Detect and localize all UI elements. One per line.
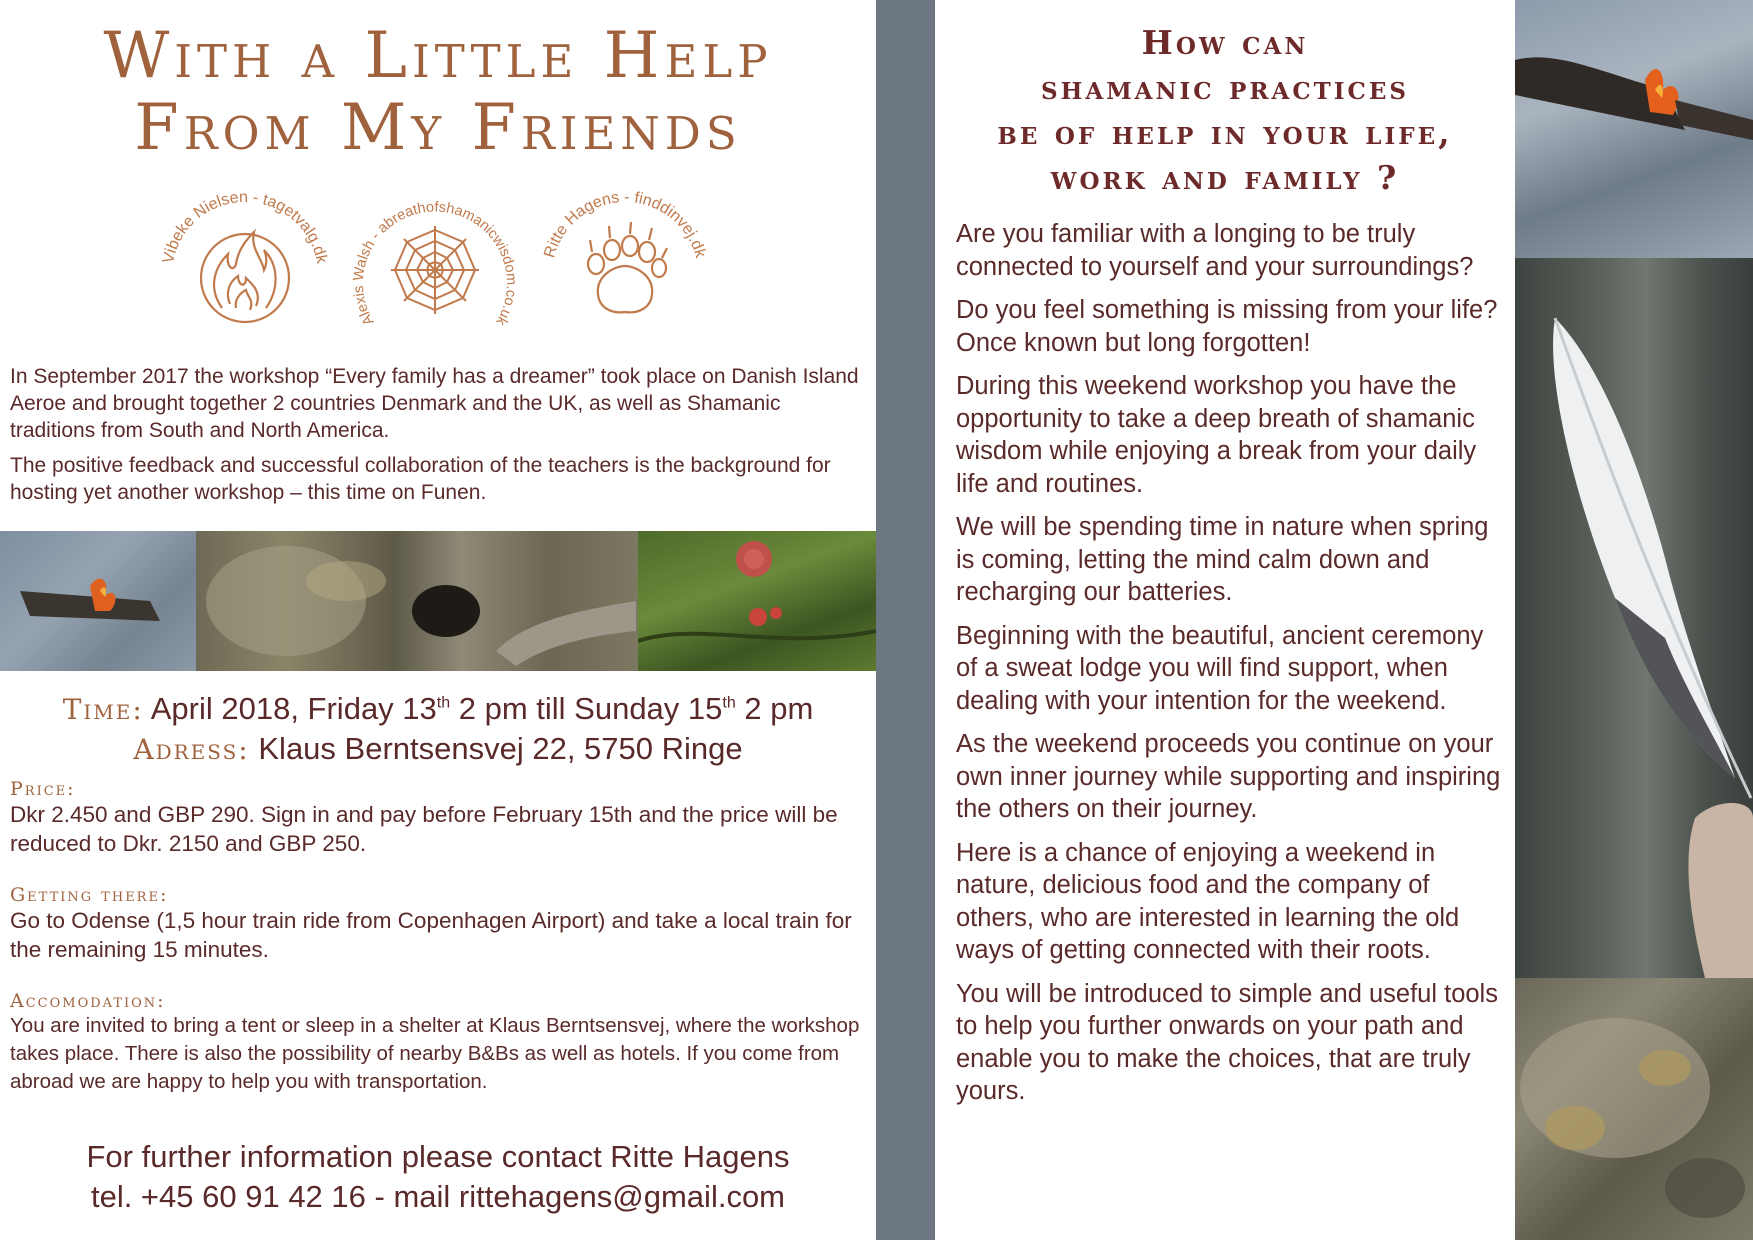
bear-paw-icon [588, 222, 667, 312]
address-line [0, 729, 876, 770]
intro-paragraph-1: In September 2017 the workshop “Every family has a dreamer” took place on Danish Island Aeroe and brought together 2 countries Denmark and the UK, as well as Shamanic traditions from South and North America. [10, 365, 859, 442]
right-paragraph-6: As the weekend proceeds you continue on your own inner journey while supporting and inspiring the others on their journey. [956, 730, 1501, 823]
time-sup-2: th [722, 694, 736, 712]
right-paragraph-1: Are you familiar with a longing to be truly connected to yourself and your surroundings? [956, 220, 1474, 281]
flame-icon [201, 232, 289, 322]
right-paragraph-4: We will be spending time in nature when spring is coming, letting the mind calm down and recharging our batteries. [956, 513, 1489, 606]
heading-line-4: work and family ? [1050, 158, 1400, 197]
time-sup-1: th [436, 694, 451, 712]
photo-column [1515, 0, 1753, 1240]
right-paragraph-2: Do you feel something is missing from your life? Once known but long forgotten! [956, 296, 1498, 357]
teacher-name-alexis: Alexis Walsh - abreathofshamanicwisdom.co.uk [350, 199, 520, 328]
price-text: Dkr 2.450 and GBP 290. Sign in and pay before February 15th and the price will be reduced to Dkr. 2150 and GBP 250. [10, 802, 838, 856]
teacher-name-ritte: Ritte Hagens - finddinvej.dk [541, 188, 709, 260]
left-panel [0, 0, 876, 1240]
heading-line-1: How can [1141, 23, 1309, 62]
getting-there-section [10, 884, 866, 964]
accommodation-section [10, 990, 866, 1096]
right-body-text [956, 218, 1511, 1119]
fold-divider [876, 0, 935, 1240]
right-paragraph-7: Here is a chance of enjoying a weekend in nature, delicious food and the company of others, who are interested in learning the old ways of getting connected with their roots. [956, 838, 1460, 964]
contact-line-1: For further information please contact Ritte Hagens [86, 1139, 790, 1174]
getting-there-text: Go to Odense (1,5 hour train ride from Copenhagen Airport) and take a local train for the remaining 15 minutes. [10, 908, 852, 962]
photo-strip [0, 531, 876, 671]
address-value: Klaus Berntsensvej 22, 5750 Ringe [258, 731, 743, 766]
address-label: Adress: [133, 733, 250, 766]
time-line [0, 689, 876, 730]
campfire-photo [0, 531, 196, 671]
teacher-logo-alexis [340, 180, 530, 350]
right-heading [935, 20, 1515, 200]
time-label: Time: [62, 693, 144, 726]
price-section [10, 778, 866, 858]
spiderweb-icon [391, 226, 479, 314]
teacher-logo-ritte [530, 180, 720, 350]
right-panel [935, 0, 1515, 1240]
title-line-1: With a Little Help [103, 19, 773, 93]
heading-line-2: shamanic practices [1041, 68, 1409, 107]
accommodation-label: Accomodation: [10, 990, 166, 1012]
time-value-part-1: April 2018, Friday 13 [150, 691, 437, 726]
right-paragraph-5: Beginning with the beautiful, ancient ceremony of a sweat lodge you will find support, when dealing with your intention for the weekend. [956, 621, 1484, 715]
title-line-2: From My Friends [134, 91, 742, 165]
right-paragraph-3: During this weekend workshop you have the opportunity to take a deep breath of shamanic wisdom while enjoying a break from your daily life and routines. [956, 372, 1477, 498]
stone-photo-right [1515, 978, 1753, 1240]
teacher-logo-vibeke [150, 180, 340, 350]
teacher-name-vibeke: Vibeke Nielsen - tagetvalg.dk [159, 188, 331, 265]
price-label: Price: [10, 778, 76, 800]
intro-text [10, 363, 866, 514]
main-title [0, 20, 876, 164]
heading-line-3: be of help in your life, [997, 113, 1453, 152]
teacher-logos [150, 180, 730, 350]
right-paragraph-8: You will be introduced to simple and useful tools to help you further onwards on your path and enable you to make the choices, that are truly yours. [956, 979, 1498, 1105]
time-value-part-3: 2 pm [735, 691, 814, 726]
campfire-photo-right [1515, 0, 1753, 258]
time-value-part-2: 2 pm till Sunday 15 [450, 691, 723, 726]
intro-paragraph-2: The positive feedback and successful collaboration of the teachers is the background for hosting yet another workshop – this time on Funen. [10, 454, 831, 504]
getting-there-label: Getting there: [10, 884, 169, 906]
contact-line-2: tel. +45 60 91 42 16 - mail rittehagens@gmail.com [90, 1179, 786, 1214]
accommodation-text: You are invited to bring a tent or sleep in a shelter at Klaus Berntsensvej, where the workshop takes place. There is also the possibility of nearby B&Bs as well as hotels. If you come from abroad we are happy to help you with transportation. [10, 1014, 860, 1093]
feather-photo [1515, 258, 1753, 978]
stone-photo [196, 531, 638, 671]
apple-tree-photo [638, 531, 876, 671]
